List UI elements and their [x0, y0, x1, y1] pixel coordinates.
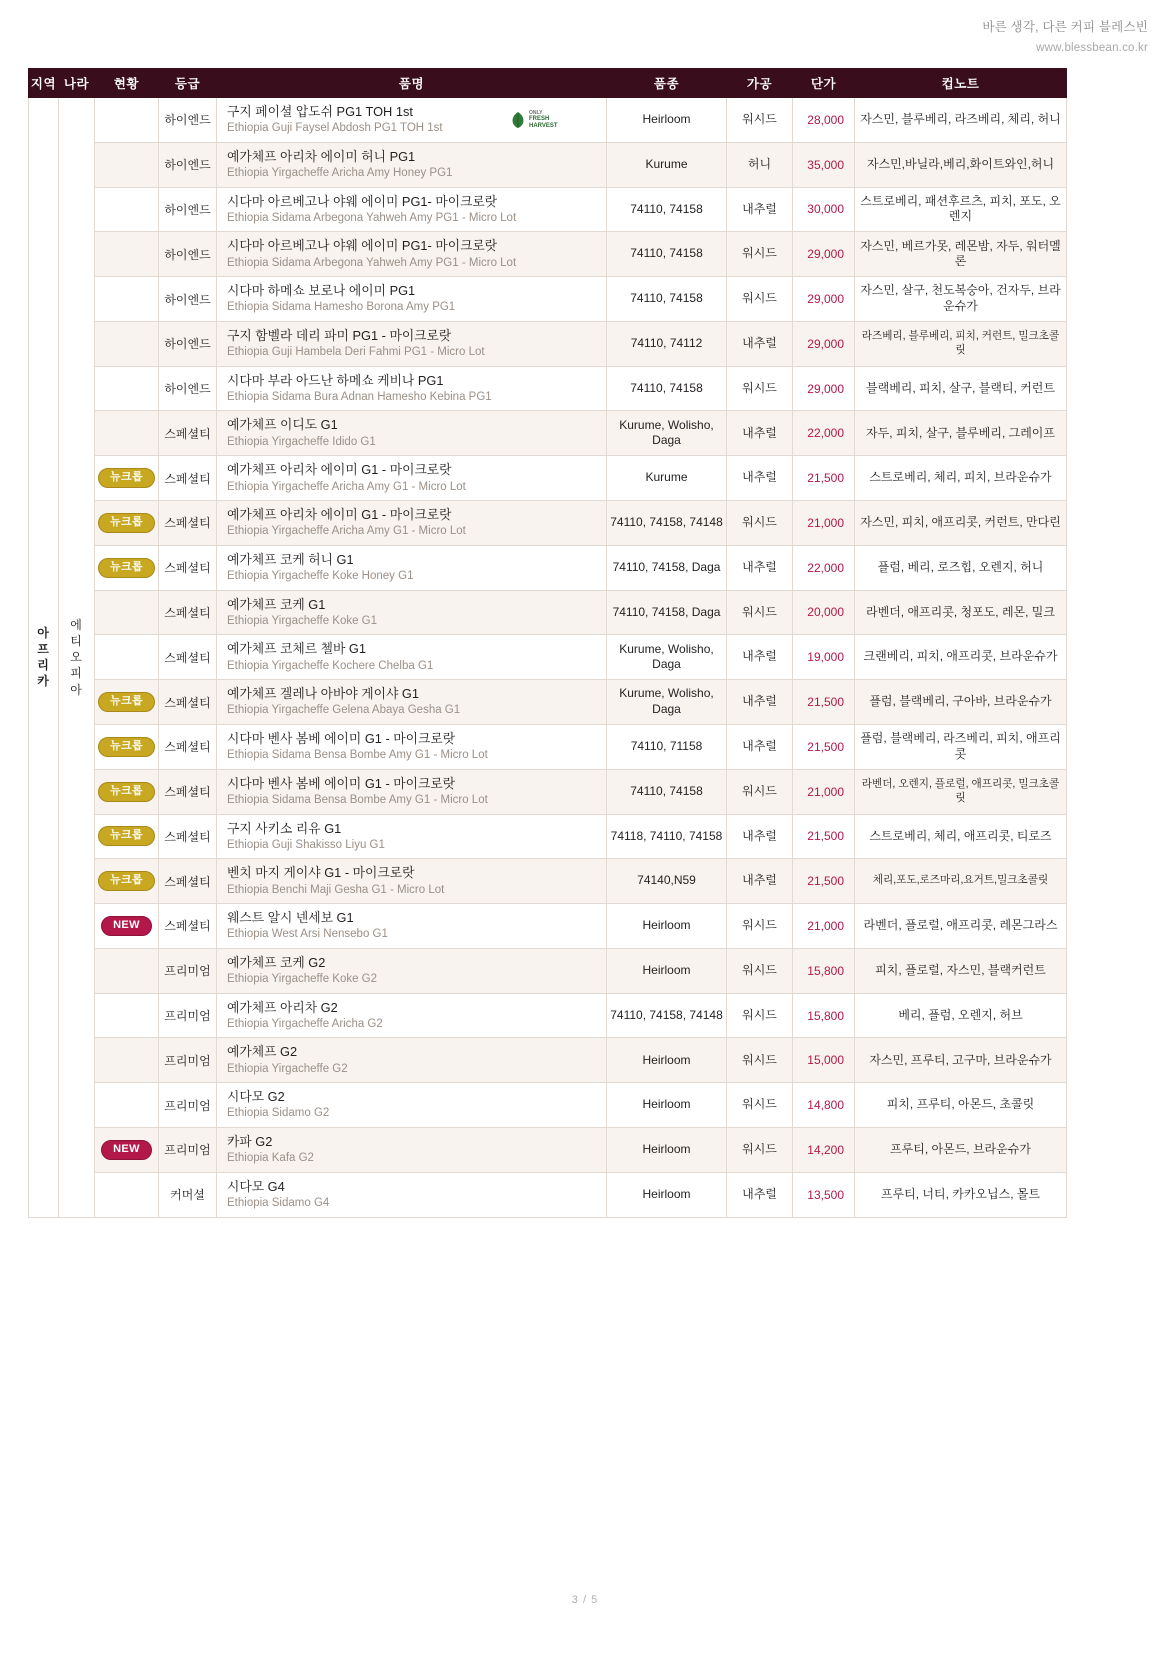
status-cell — [95, 501, 159, 546]
variety-cell: 74140,N59 — [607, 859, 727, 904]
status-cell — [95, 1172, 159, 1217]
product-name-ko: 예가체프 아리차 에이미 G1 - 마이크로랏 — [227, 507, 452, 523]
grade-cell: 스페셜티 — [159, 680, 217, 725]
status-cell — [95, 187, 159, 232]
product-name-en: Ethiopia Yirgacheffe Aricha Amy G1 - Micro Lot — [227, 480, 466, 493]
table-row — [29, 545, 1067, 590]
product-name-cell — [217, 590, 607, 635]
variety-cell: 74110, 71158 — [607, 724, 727, 769]
product-name-en: Ethiopia Sidama Arbegona Yahweh Amy PG1 - Micro Lot — [227, 211, 517, 224]
product-name-en: Ethiopia Yirgacheffe Gelena Abaya Gesha G1 — [227, 704, 461, 717]
product-name-cell — [217, 501, 607, 546]
product-name-en: Ethiopia Sidama Arbegona Yahweh Amy PG1 - Micro Lot — [227, 256, 517, 269]
product-name-en: Ethiopia Yirgacheffe G2 — [227, 1062, 348, 1075]
grade-cell: 스페셜티 — [159, 724, 217, 769]
price-cell: 30,000 — [793, 187, 855, 232]
cupnote-cell: 베리, 플럼, 오렌지, 허브 — [855, 993, 1067, 1038]
status-cell — [95, 769, 159, 814]
product-name-en: Ethiopia Benchi Maji Gesha G1 - Micro Lot — [227, 883, 445, 896]
price-cell: 21,500 — [793, 724, 855, 769]
product-name-ko: 예가체프 코케 G2 — [227, 954, 326, 970]
product-name-cell — [217, 1172, 607, 1217]
variety-cell: Kurume, Wolisho, Daga — [607, 680, 727, 725]
price-table-wrapper — [28, 68, 1066, 1218]
harvest-stamp-icon: ONLY FRESH HARVEST — [510, 107, 564, 133]
product-name-ko: 벤치 마지 게이샤 G1 - 마이크로랏 — [227, 865, 415, 881]
product-name-ko: 시다모 G2 — [227, 1089, 285, 1105]
table-row — [29, 321, 1067, 366]
status-cell — [95, 321, 159, 366]
status-cell — [95, 411, 159, 456]
product-name-en: Ethiopia Yirgacheffe Aricha Amy G1 - Micro Lot — [227, 525, 466, 538]
product-name-ko: 구지 함벨라 데리 파미 PG1 - 마이크로랏 — [227, 327, 452, 343]
grade-cell: 스페셜티 — [159, 501, 217, 546]
cupnote-cell: 프루티, 아몬드, 브라운슈가 — [855, 1127, 1067, 1172]
product-name-en: Ethiopia Kafa G2 — [227, 1152, 314, 1165]
product-name-cell — [217, 232, 607, 277]
variety-cell: Heirloom — [607, 1083, 727, 1128]
cupnote-cell: 플럼, 블랙베리, 구아바, 브라운슈가 — [855, 680, 1067, 725]
price-cell: 29,000 — [793, 232, 855, 277]
process-cell: 내추럴 — [727, 635, 793, 680]
table-row — [29, 680, 1067, 725]
process-cell: 허니 — [727, 142, 793, 187]
variety-cell: Heirloom — [607, 98, 727, 143]
process-cell: 내추럴 — [727, 456, 793, 501]
cupnote-cell: 자스민, 베르가못, 레몬밤, 자두, 워터멜론 — [855, 232, 1067, 277]
product-name-cell — [217, 904, 607, 949]
price-cell: 15,000 — [793, 1038, 855, 1083]
status-cell — [95, 98, 159, 143]
process-cell: 내추럴 — [727, 814, 793, 859]
price-cell: 22,000 — [793, 411, 855, 456]
header-price: 단가 — [793, 69, 855, 98]
grade-cell: 하이엔드 — [159, 366, 217, 411]
product-name-ko: 시다마 벤사 봄베 에이미 G1 - 마이크로랏 — [227, 775, 456, 791]
table-row — [29, 501, 1067, 546]
process-cell: 워시드 — [727, 1083, 793, 1128]
cupnote-cell: 자스민, 살구, 천도복숭아, 건자두, 브라운슈가 — [855, 277, 1067, 322]
process-cell: 워시드 — [727, 1127, 793, 1172]
product-name-ko: 구지 페이셜 압도쉬 PG1 TOH 1st — [227, 104, 413, 119]
variety-cell: Kurume — [607, 456, 727, 501]
price-cell: 28,000 — [793, 98, 855, 143]
process-cell: 워시드 — [727, 277, 793, 322]
cupnote-cell: 자두, 피치, 살구, 블루베리, 그레이프 — [855, 411, 1067, 456]
product-name-cell — [217, 142, 607, 187]
grade-cell: 하이엔드 — [159, 98, 217, 143]
product-name-ko: 시다모 G4 — [227, 1178, 285, 1194]
status-badge-new-crop: 뉴크롭 — [98, 513, 155, 533]
product-name-ko: 시다마 아르베고나 야웨 에이미 PG1- 마이크로랏 — [227, 193, 498, 209]
variety-cell: Heirloom — [607, 904, 727, 949]
price-cell: 21,000 — [793, 904, 855, 949]
product-name-en: Ethiopia West Arsi Nensebo G1 — [227, 928, 388, 941]
status-badge-new-crop: 뉴크롭 — [98, 871, 155, 891]
price-cell: 22,000 — [793, 545, 855, 590]
cupnote-cell: 자스민, 피치, 애프리콧, 커런트, 만다린 — [855, 501, 1067, 546]
process-cell: 내추럴 — [727, 859, 793, 904]
process-cell: 워시드 — [727, 590, 793, 635]
process-cell: 워시드 — [727, 769, 793, 814]
product-name-en: Ethiopia Yirgacheffe Idido G1 — [227, 435, 376, 448]
table-row — [29, 232, 1067, 277]
product-name-ko: 예가체프 코케 G1 — [227, 596, 326, 612]
process-cell: 워시드 — [727, 1038, 793, 1083]
status-badge-new-crop: 뉴크롭 — [98, 468, 155, 488]
table-row — [29, 814, 1067, 859]
price-cell: 20,000 — [793, 590, 855, 635]
header-region: 지역 — [29, 69, 59, 98]
cupnote-cell: 자스민, 블루베리, 라즈베리, 체리, 허니 — [855, 98, 1067, 143]
process-cell: 내추럴 — [727, 724, 793, 769]
product-name-ko: 예가체프 겔레나 아바야 게이샤 G1 — [227, 686, 419, 702]
status-cell — [95, 724, 159, 769]
table-row — [29, 724, 1067, 769]
variety-cell: 74110, 74158, Daga — [607, 590, 727, 635]
price-cell: 21,500 — [793, 680, 855, 725]
grade-cell: 스페셜티 — [159, 411, 217, 456]
table-row — [29, 142, 1067, 187]
table-row — [29, 635, 1067, 680]
brand-tagline: 바른 생각, 다른 커피 블레스빈 — [982, 20, 1148, 34]
region-cell: 아 프 리 카 — [29, 98, 59, 1218]
product-name-ko: 예가체프 G2 — [227, 1044, 298, 1060]
price-cell: 29,000 — [793, 321, 855, 366]
product-name-ko: 예가체프 코체르 첼바 G1 — [227, 641, 366, 657]
product-name-ko: 예가체프 아리차 G2 — [227, 999, 338, 1015]
cupnote-cell: 플럼, 블랙베리, 라즈베리, 피치, 애프리콧 — [855, 724, 1067, 769]
status-cell — [95, 1038, 159, 1083]
brand-header — [982, 18, 1148, 57]
status-badge-new-crop: 뉴크롭 — [98, 737, 155, 757]
process-cell: 내추럴 — [727, 411, 793, 456]
product-name-cell — [217, 277, 607, 322]
cupnote-cell: 라즈베리, 블루베리, 피치, 커런트, 밀크초콜릿 — [855, 321, 1067, 366]
table-row — [29, 1127, 1067, 1172]
process-cell: 워시드 — [727, 366, 793, 411]
product-name-cell — [217, 769, 607, 814]
price-cell: 14,200 — [793, 1127, 855, 1172]
header-variety: 품종 — [607, 69, 727, 98]
product-name-cell — [217, 680, 607, 725]
grade-cell: 스페셜티 — [159, 590, 217, 635]
grade-cell: 커머셜 — [159, 1172, 217, 1217]
product-name-en: Ethiopia Sidama Bensa Bombe Amy G1 - Micro Lot — [227, 749, 488, 762]
product-name-cell — [217, 1038, 607, 1083]
product-name-ko: 예가체프 코케 허니 G1 — [227, 551, 354, 567]
table-row — [29, 904, 1067, 949]
product-name-en: Ethiopia Yirgacheffe Aricha G2 — [227, 1017, 383, 1030]
table-row — [29, 456, 1067, 501]
header-row — [29, 69, 1067, 98]
variety-cell: 74110, 74158, 74148 — [607, 993, 727, 1038]
cupnote-cell: 체리,포도,로즈마리,요거트,밀크초콜릿 — [855, 859, 1067, 904]
variety-cell: 74110, 74158, 74148 — [607, 501, 727, 546]
cupnote-cell: 라벤더, 플로럴, 애프리콧, 레몬그라스 — [855, 904, 1067, 949]
status-cell — [95, 545, 159, 590]
variety-cell: 74110, 74158 — [607, 187, 727, 232]
variety-cell: Kurume, Wolisho, Daga — [607, 635, 727, 680]
product-name-en: Ethiopia Sidama Hamesho Borona Amy PG1 — [227, 301, 456, 314]
price-cell: 15,800 — [793, 993, 855, 1038]
header-process: 가공 — [727, 69, 793, 98]
product-name-en: Ethiopia Yirgacheffe Koke G2 — [227, 973, 378, 986]
table-row — [29, 1038, 1067, 1083]
status-badge-new-crop: 뉴크롭 — [98, 826, 155, 846]
process-cell: 내추럴 — [727, 680, 793, 725]
process-cell: 워시드 — [727, 904, 793, 949]
table-row — [29, 859, 1067, 904]
cupnote-cell: 피치, 플로럴, 자스민, 블랙커런트 — [855, 948, 1067, 993]
grade-cell: 스페셜티 — [159, 545, 217, 590]
grade-cell: 하이엔드 — [159, 187, 217, 232]
status-cell — [95, 232, 159, 277]
grade-cell: 프리미엄 — [159, 1038, 217, 1083]
header-status: 현황 — [95, 69, 159, 98]
price-cell: 19,000 — [793, 635, 855, 680]
brand-url: www.blessbean.co.kr — [1036, 41, 1148, 54]
product-name-cell — [217, 948, 607, 993]
process-cell: 내추럴 — [727, 187, 793, 232]
product-name-cell — [217, 1127, 607, 1172]
product-name-cell — [217, 187, 607, 232]
table-row — [29, 993, 1067, 1038]
cupnote-cell: 피치, 프루티, 아몬드, 초콜릿 — [855, 1083, 1067, 1128]
variety-cell: 74110, 74158 — [607, 232, 727, 277]
product-name-en: Ethiopia Sidamo G4 — [227, 1197, 330, 1210]
cupnote-cell: 스트로베리, 체리, 피치, 브라운슈가 — [855, 456, 1067, 501]
status-cell — [95, 635, 159, 680]
product-name-ko: 시다마 부라 아드난 하메쇼 케비나 PG1 — [227, 372, 444, 388]
grade-cell: 스페셜티 — [159, 859, 217, 904]
table-row — [29, 98, 1067, 143]
product-name-cell — [217, 98, 607, 143]
product-name-en: Ethiopia Guji Hambela Deri Fahmi PG1 - Micro Lot — [227, 346, 485, 359]
status-cell — [95, 680, 159, 725]
price-cell: 14,800 — [793, 1083, 855, 1128]
price-cell: 13,500 — [793, 1172, 855, 1217]
header-name: 품명 — [217, 69, 607, 98]
product-name-en: Ethiopia Guji Faysel Abdosh PG1 TOH 1st — [227, 122, 443, 135]
product-name-cell — [217, 635, 607, 680]
table-row — [29, 187, 1067, 232]
table-row — [29, 1172, 1067, 1217]
product-name-en: Ethiopia Yirgacheffe Aricha Amy Honey PG1 — [227, 167, 453, 180]
product-name-ko: 시다마 아르베고나 야웨 에이미 PG1- 마이크로랏 — [227, 238, 498, 254]
table-header — [29, 69, 1067, 98]
grade-cell: 프리미엄 — [159, 1083, 217, 1128]
product-name-ko: 구지 사키소 리유 G1 — [227, 820, 342, 836]
product-name-ko: 예가체프 이디도 G1 — [227, 417, 338, 433]
grade-cell: 스페셜티 — [159, 904, 217, 949]
grade-cell: 스페셜티 — [159, 814, 217, 859]
table-row — [29, 948, 1067, 993]
status-cell — [95, 456, 159, 501]
country-cell: 에 티 오 피 아 — [59, 98, 95, 1218]
process-cell: 내추럴 — [727, 321, 793, 366]
variety-cell: Heirloom — [607, 1127, 727, 1172]
grade-cell: 하이엔드 — [159, 232, 217, 277]
price-cell: 21,000 — [793, 501, 855, 546]
grade-cell: 스페셜티 — [159, 456, 217, 501]
variety-cell: 74110, 74158 — [607, 366, 727, 411]
product-name-cell — [217, 814, 607, 859]
grade-cell: 하이엔드 — [159, 321, 217, 366]
price-cell: 21,500 — [793, 814, 855, 859]
price-cell: 35,000 — [793, 142, 855, 187]
product-name-ko: 카파 G2 — [227, 1133, 273, 1149]
price-table — [28, 68, 1067, 1218]
product-name-ko: 웨스트 알시 넨세보 G1 — [227, 910, 354, 926]
product-name-cell — [217, 456, 607, 501]
variety-cell: Kurume — [607, 142, 727, 187]
header-cup: 컵노트 — [855, 69, 1067, 98]
cupnote-cell: 자스민, 프루티, 고구마, 브라운슈가 — [855, 1038, 1067, 1083]
product-name-en: Ethiopia Yirgacheffe Koke G1 — [227, 614, 378, 627]
product-name-cell — [217, 411, 607, 456]
price-cell: 15,800 — [793, 948, 855, 993]
status-cell — [95, 142, 159, 187]
status-cell — [95, 859, 159, 904]
table-row — [29, 277, 1067, 322]
product-name-en: Ethiopia Guji Shakisso Liyu G1 — [227, 838, 385, 851]
page-number: 3 / 5 — [571, 1594, 599, 1606]
grade-cell: 하이엔드 — [159, 277, 217, 322]
grade-cell: 하이엔드 — [159, 142, 217, 187]
status-cell — [95, 1127, 159, 1172]
product-name-en: Ethiopia Yirgacheffe Kochere Chelba G1 — [227, 659, 434, 672]
status-badge-new: NEW — [101, 916, 152, 936]
status-badge-new: NEW — [101, 1140, 152, 1160]
status-badge-new-crop: 뉴크롭 — [98, 782, 155, 802]
variety-cell: Heirloom — [607, 1038, 727, 1083]
process-cell: 워시드 — [727, 501, 793, 546]
process-cell: 내추럴 — [727, 1172, 793, 1217]
process-cell: 워시드 — [727, 232, 793, 277]
status-cell — [95, 590, 159, 635]
cupnote-cell: 라벤더, 애프리콧, 청포도, 레몬, 밀크 — [855, 590, 1067, 635]
status-badge-new-crop: 뉴크롭 — [98, 558, 155, 578]
price-cell: 29,000 — [793, 277, 855, 322]
price-cell: 29,000 — [793, 366, 855, 411]
product-name-cell — [217, 545, 607, 590]
grade-cell: 프리미엄 — [159, 993, 217, 1038]
cupnote-cell: 자스민,바닐라,베리,화이트와인,허니 — [855, 142, 1067, 187]
product-name-en: Ethiopia Sidamo G2 — [227, 1107, 330, 1120]
process-cell: 워시드 — [727, 948, 793, 993]
product-name-cell — [217, 724, 607, 769]
product-name-cell — [217, 321, 607, 366]
table-row — [29, 1083, 1067, 1128]
product-name-cell — [217, 993, 607, 1038]
product-name-ko: 예가체프 아리차 에이미 허니 PG1 — [227, 148, 416, 164]
table-row — [29, 366, 1067, 411]
cupnote-cell: 플럼, 베리, 로즈힙, 오렌지, 허니 — [855, 545, 1067, 590]
cupnote-cell: 블랙베리, 피치, 살구, 블랙티, 커런트 — [855, 366, 1067, 411]
product-name-cell — [217, 366, 607, 411]
product-name-cell — [217, 1083, 607, 1128]
status-cell — [95, 948, 159, 993]
price-cell: 21,500 — [793, 859, 855, 904]
grade-cell: 스페셜티 — [159, 769, 217, 814]
price-cell: 21,500 — [793, 456, 855, 501]
cupnote-cell: 스트로베리, 체리, 애프리콧, 티로즈 — [855, 814, 1067, 859]
process-cell: 워시드 — [727, 993, 793, 1038]
variety-cell: Kurume, Wolisho, Daga — [607, 411, 727, 456]
cupnote-cell: 프루티, 너티, 카카오닙스, 몰트 — [855, 1172, 1067, 1217]
status-badge-new-crop: 뉴크롭 — [98, 692, 155, 712]
variety-cell: 74118, 74110, 74158 — [607, 814, 727, 859]
process-cell: 워시드 — [727, 98, 793, 143]
table-row — [29, 769, 1067, 814]
cupnote-cell: 스트로베리, 패션후르츠, 피치, 포도, 오렌지 — [855, 187, 1067, 232]
table-body — [29, 98, 1067, 1218]
table-row — [29, 590, 1067, 635]
variety-cell: 74110, 74158 — [607, 769, 727, 814]
status-cell — [95, 1083, 159, 1128]
variety-cell: Heirloom — [607, 1172, 727, 1217]
grade-cell: 프리미엄 — [159, 1127, 217, 1172]
product-name-cell — [217, 859, 607, 904]
price-cell: 21,000 — [793, 769, 855, 814]
product-name-en: Ethiopia Yirgacheffe Koke Honey G1 — [227, 570, 414, 583]
status-cell — [95, 277, 159, 322]
product-name-en: Ethiopia Sidama Bensa Bombe Amy G1 - Micro Lot — [227, 793, 488, 806]
table-row — [29, 411, 1067, 456]
product-name-ko: 시다마 벤사 봄베 에이미 G1 - 마이크로랏 — [227, 730, 456, 746]
status-cell — [95, 366, 159, 411]
product-name-en: Ethiopia Sidama Bura Adnan Hamesho Kebina PG1 — [227, 390, 492, 403]
header-country: 나라 — [59, 69, 95, 98]
product-name-ko: 예가체프 아리차 에이미 G1 - 마이크로랏 — [227, 462, 452, 478]
variety-cell: Heirloom — [607, 948, 727, 993]
header-grade: 등급 — [159, 69, 217, 98]
cupnote-cell: 라벤더, 오렌지, 플로럴, 애프리콧, 밀크초콜릿 — [855, 769, 1067, 814]
cupnote-cell: 크랜베리, 피치, 애프리콧, 브라운슈가 — [855, 635, 1067, 680]
status-cell — [95, 904, 159, 949]
grade-cell: 프리미엄 — [159, 948, 217, 993]
variety-cell: 74110, 74158, Daga — [607, 545, 727, 590]
status-cell — [95, 814, 159, 859]
variety-cell: 74110, 74112 — [607, 321, 727, 366]
status-cell — [95, 993, 159, 1038]
process-cell: 내추럴 — [727, 545, 793, 590]
grade-cell: 스페셜티 — [159, 635, 217, 680]
variety-cell: 74110, 74158 — [607, 277, 727, 322]
product-name-ko: 시다마 하메쇼 보로나 에이미 PG1 — [227, 283, 416, 299]
